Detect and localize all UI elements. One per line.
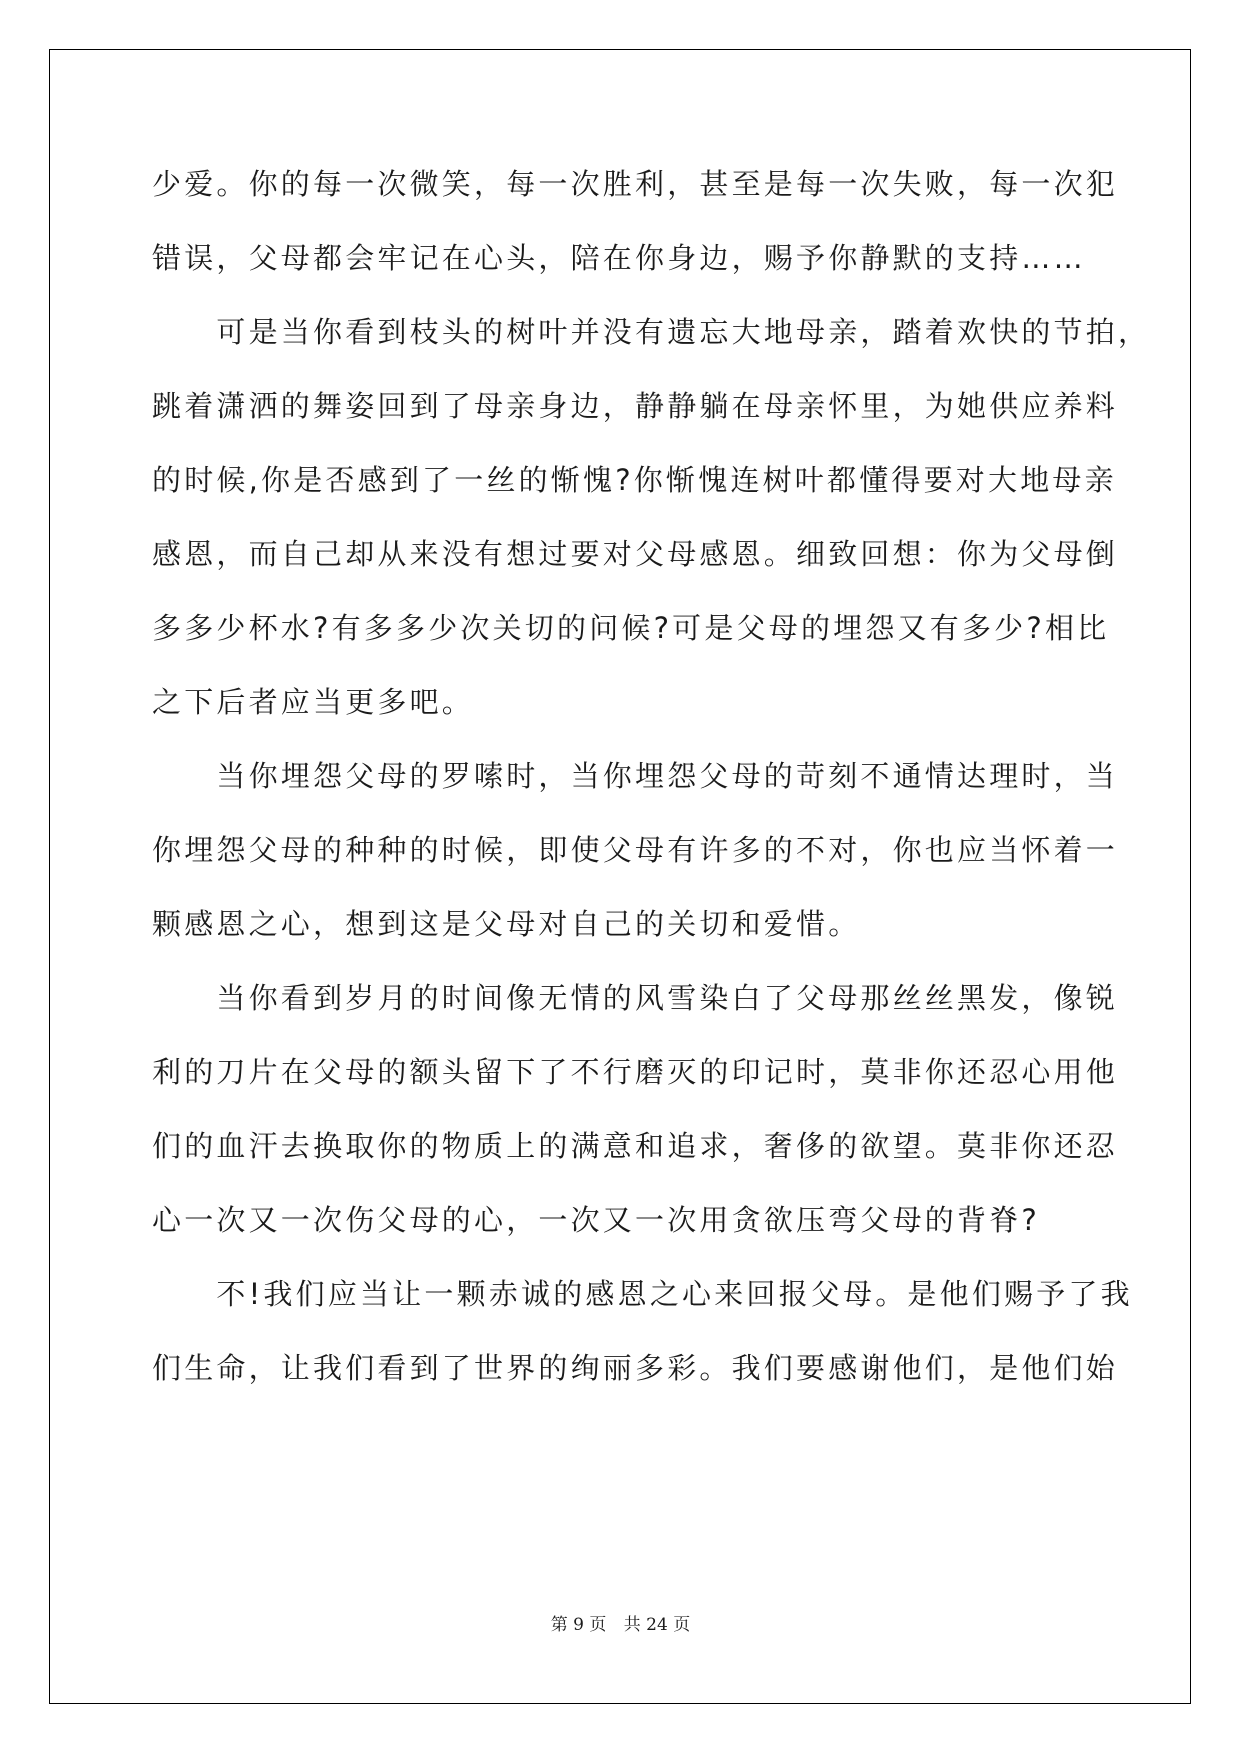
text-line-2: 错误，父母都会牢记在心头，陪在你身边，赐予你静默的支持…… (152, 241, 1086, 275)
page-frame (49, 49, 1191, 1704)
total-pages: 共 24 页 (623, 1615, 691, 1635)
text-line-8: 之下后者应当更多吧。 (152, 685, 475, 719)
text-line-15: 心一次又一次伤父母的心，一次又一次用贪欲压弯父母的背脊? (152, 1203, 1040, 1237)
text-line-7: 多多少杯水?有多多少次关切的问候?可是父母的埋怨又有多少?相比 (152, 611, 1110, 645)
page-footer (0, 1610, 1241, 1635)
text-line-13: 利的刀片在父母的额头留下了不行磨灭的印记时，莫非你还忍心用他 (152, 1055, 1119, 1089)
text-line-5: 的时候,你是否感到了一丝的惭愧?你惭愧连树叶都懂得要对大地母亲 (152, 463, 1117, 497)
text-line-1: 少爱。你的每一次微笑，每一次胜利，甚至是每一次失败，每一次犯 (152, 167, 1119, 201)
text-line-9: 当你埋怨父母的罗嗦时，当你埋怨父母的苛刻不通情达理时，当 (152, 759, 1119, 793)
text-line-3: 可是当你看到枝头的树叶并没有遗忘大地母亲，踏着欢快的节拍， (152, 315, 1151, 349)
text-line-10: 你埋怨父母的种种的时候，即使父母有许多的不对，你也应当怀着一 (152, 833, 1119, 867)
text-line-14: 们的血汗去换取你的物质上的满意和追求，奢侈的欲望。莫非你还忍 (152, 1129, 1119, 1163)
page-number: 第 9 页 (550, 1615, 607, 1635)
text-line-4: 跳着潇洒的舞姿回到了母亲身边，静静躺在母亲怀里，为她供应养料 (152, 389, 1119, 423)
text-line-12: 当你看到岁月的时间像无情的风雪染白了父母那丝丝黑发，像锐 (152, 981, 1119, 1015)
text-line-16: 不!我们应当让一颗赤诚的感恩之心来回报父母。是他们赐予了我 (152, 1277, 1133, 1311)
text-line-17: 们生命，让我们看到了世界的绚丽多彩。我们要感谢他们，是他们始 (152, 1351, 1119, 1385)
text-line-11: 颗感恩之心，想到这是父母对自己的关切和爱惜。 (152, 907, 861, 941)
text-line-6: 感恩，而自己却从来没有想过要对父母感恩。细致回想：你为父母倒 (152, 537, 1119, 571)
